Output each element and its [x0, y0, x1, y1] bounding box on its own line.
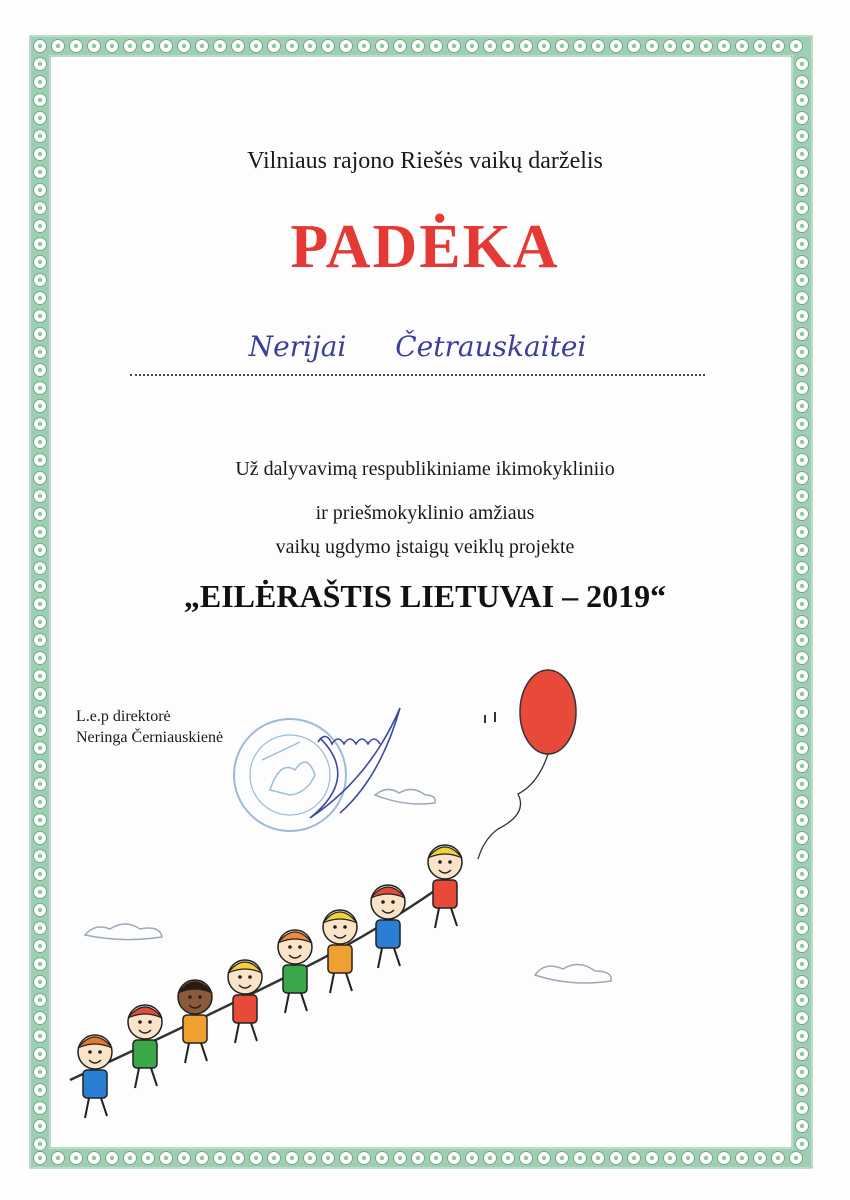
handwritten-signature: [310, 708, 400, 818]
certificate-title: PADĖKA: [290, 213, 560, 281]
child-figure-icon: [371, 885, 405, 968]
stamp-icon: [234, 719, 346, 831]
child-figure-icon: [323, 910, 357, 993]
cloud-icon: [375, 789, 435, 804]
institution-name: Vilniaus rajono Riešės vaikų darželis: [247, 148, 603, 174]
signatory-name: Neringa Černiauskienė: [76, 729, 224, 746]
recipient-name: Nerijai Četrauskaitei: [248, 330, 587, 363]
description-line-1: Už dalyvavimą respublikiniame ikimokykliniio: [235, 458, 615, 480]
red-balloon-icon: [478, 670, 576, 859]
child-figure-icon: [78, 1035, 112, 1118]
signatory-role: L.e.p direktorė: [76, 708, 171, 725]
description-line-3: vaikų ugdymo įstaigų veiklų projekte: [275, 536, 575, 558]
child-figure-icon: [278, 930, 312, 1013]
project-name: „EILĖRAŠTIS LIETUVAI – 2019“: [183, 578, 667, 614]
cloud-icon: [85, 924, 162, 940]
description-line-2: ir priešmokyklinio amžiaus: [315, 502, 535, 524]
child-figure-icon: [128, 1005, 162, 1088]
child-figure-icon: [228, 960, 262, 1043]
child-figure-icon: [178, 980, 212, 1063]
child-figure-icon: [428, 845, 462, 928]
cloud-icon: [535, 964, 611, 983]
